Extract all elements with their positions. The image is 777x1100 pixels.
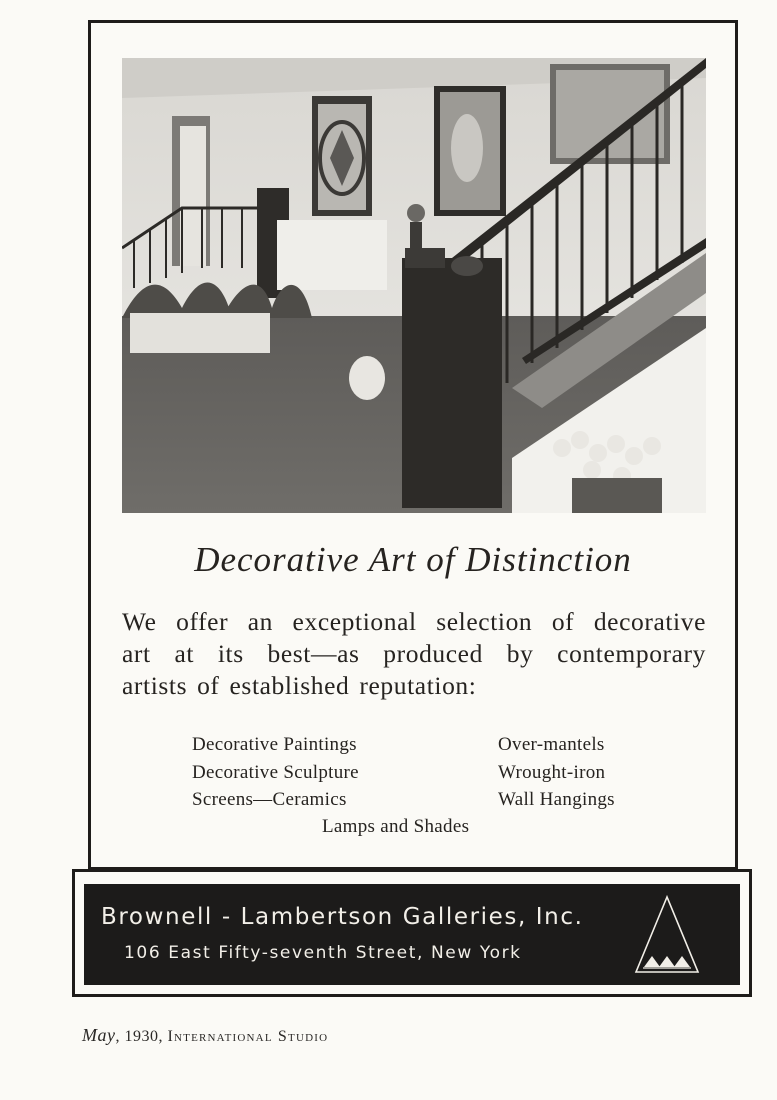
intro-line: artists of established reputation: <box>122 671 477 700</box>
offering-item: Decorative Paintings <box>192 734 357 755</box>
intro-line: art at its best—as produced by contemporary <box>122 639 706 668</box>
company-name: Brownell - Lambertson Galleries, Inc. <box>101 904 584 930</box>
footer-year: , 1930, <box>115 1028 168 1045</box>
ad-headline: Decorative Art of Distinction <box>194 540 632 579</box>
ad-intro-paragraph <box>122 606 706 702</box>
gallery-photo-image <box>122 58 706 513</box>
company-banner <box>84 884 740 985</box>
company-address: 106 East Fifty-seventh Street, New York <box>124 943 522 963</box>
intro-line: We offer an exceptional selection of decorative <box>122 607 706 636</box>
offering-item: Screens—Ceramics <box>192 789 347 810</box>
footer-publication: International Studio <box>167 1028 329 1045</box>
triangle-mountains-logo-icon <box>633 894 701 976</box>
offering-item-centered: Lamps and Shades <box>322 816 470 837</box>
offering-item: Over-mantels <box>498 734 605 755</box>
offering-item: Wall Hangings <box>498 789 615 810</box>
offering-item: Decorative Sculpture <box>192 761 359 783</box>
offering-item: Wrought-iron <box>498 761 606 783</box>
footer-month: May <box>82 1025 116 1045</box>
offerings-left-column <box>192 731 359 814</box>
gallery-photo <box>122 58 706 513</box>
page-footer <box>82 1025 328 1046</box>
offerings-right-column <box>498 731 615 814</box>
